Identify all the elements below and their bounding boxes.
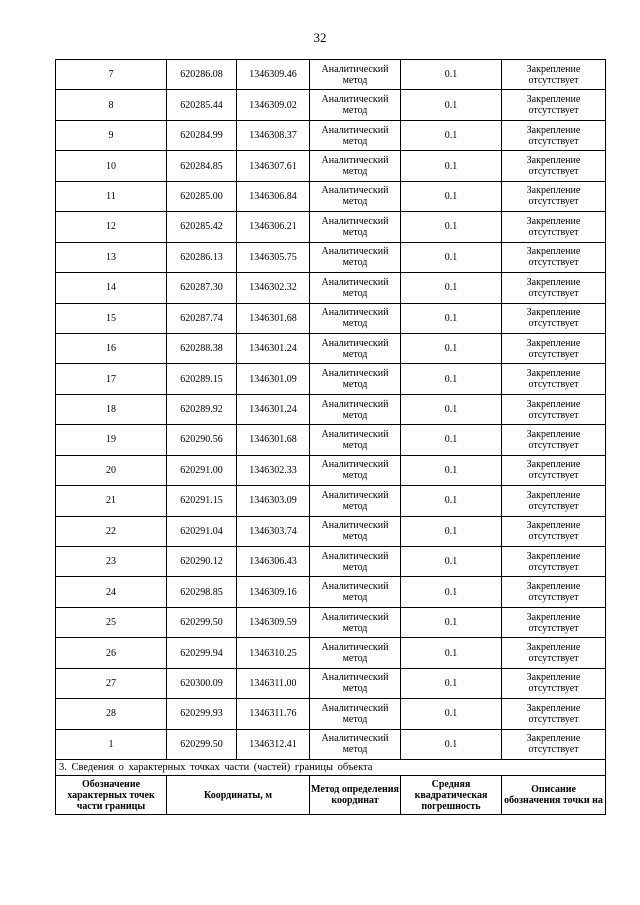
- description-cell: Закрепление отсутствует: [502, 516, 606, 546]
- x-coordinate-cell: 620291.04: [167, 516, 237, 546]
- method-cell: Аналитический метод: [310, 638, 401, 668]
- x-coordinate-cell: 620300.09: [167, 668, 237, 698]
- error-cell: 0.1: [401, 638, 502, 668]
- method-cell: Аналитический метод: [310, 729, 401, 759]
- error-cell: 0.1: [401, 394, 502, 424]
- header-description: Описание обозначения точки на: [502, 776, 606, 815]
- x-coordinate-cell: 620290.12: [167, 547, 237, 577]
- x-coordinate-cell: 620289.92: [167, 394, 237, 424]
- method-cell: Аналитический метод: [310, 394, 401, 424]
- point-cell: 27: [56, 668, 167, 698]
- error-cell: 0.1: [401, 60, 502, 90]
- method-cell: Аналитический метод: [310, 303, 401, 333]
- table-row: [56, 607, 606, 637]
- point-cell: 8: [56, 90, 167, 120]
- y-coordinate-cell: 1346301.09: [237, 364, 310, 394]
- point-cell: 17: [56, 364, 167, 394]
- error-cell: 0.1: [401, 90, 502, 120]
- point-cell: 19: [56, 425, 167, 455]
- description-cell: Закрепление отсутствует: [502, 394, 606, 424]
- y-coordinate-cell: 1346309.16: [237, 577, 310, 607]
- point-cell: 16: [56, 333, 167, 363]
- error-cell: 0.1: [401, 699, 502, 729]
- table-row: [56, 151, 606, 181]
- point-cell: 11: [56, 181, 167, 211]
- y-coordinate-cell: 1346309.02: [237, 90, 310, 120]
- x-coordinate-cell: 620288.38: [167, 333, 237, 363]
- table-row: [56, 303, 606, 333]
- error-cell: 0.1: [401, 516, 502, 546]
- point-cell: 9: [56, 120, 167, 150]
- method-cell: Аналитический метод: [310, 242, 401, 272]
- y-coordinate-cell: 1346312.41: [237, 729, 310, 759]
- x-coordinate-cell: 620299.93: [167, 699, 237, 729]
- description-cell: Закрепление отсутствует: [502, 212, 606, 242]
- description-cell: Закрепление отсутствует: [502, 364, 606, 394]
- table-row: [56, 729, 606, 759]
- x-coordinate-cell: 620299.94: [167, 638, 237, 668]
- y-coordinate-cell: 1346311.76: [237, 699, 310, 729]
- table-row: [56, 333, 606, 363]
- x-coordinate-cell: 620299.50: [167, 607, 237, 637]
- point-cell: 21: [56, 486, 167, 516]
- error-cell: 0.1: [401, 212, 502, 242]
- header-coordinates: Координаты, м: [167, 776, 310, 815]
- error-cell: 0.1: [401, 607, 502, 637]
- method-cell: Аналитический метод: [310, 181, 401, 211]
- point-cell: 7: [56, 60, 167, 90]
- x-coordinate-cell: 620290.56: [167, 425, 237, 455]
- y-coordinate-cell: 1346305.75: [237, 242, 310, 272]
- method-cell: Аналитический метод: [310, 455, 401, 485]
- point-cell: 14: [56, 273, 167, 303]
- table-row: [56, 181, 606, 211]
- y-coordinate-cell: 1346306.84: [237, 181, 310, 211]
- x-coordinate-cell: 620287.74: [167, 303, 237, 333]
- error-cell: 0.1: [401, 455, 502, 485]
- description-cell: Закрепление отсутствует: [502, 486, 606, 516]
- y-coordinate-cell: 1346308.37: [237, 120, 310, 150]
- description-cell: Закрепление отсутствует: [502, 455, 606, 485]
- error-cell: 0.1: [401, 547, 502, 577]
- y-coordinate-cell: 1346303.74: [237, 516, 310, 546]
- error-cell: 0.1: [401, 303, 502, 333]
- method-cell: Аналитический метод: [310, 212, 401, 242]
- header-error: Средняя квадратическая погрешность: [401, 776, 502, 815]
- y-coordinate-cell: 1346303.09: [237, 486, 310, 516]
- description-cell: Закрепление отсутствует: [502, 577, 606, 607]
- header-designation: Обозначение характерных точек части границы: [56, 776, 167, 815]
- y-coordinate-cell: 1346309.59: [237, 607, 310, 637]
- header-method: Метод определения координат: [310, 776, 401, 815]
- point-cell: 24: [56, 577, 167, 607]
- y-coordinate-cell: 1346310.25: [237, 638, 310, 668]
- table-header-row: [56, 776, 606, 815]
- point-cell: 15: [56, 303, 167, 333]
- method-cell: Аналитический метод: [310, 333, 401, 363]
- x-coordinate-cell: 620287.30: [167, 273, 237, 303]
- y-coordinate-cell: 1346301.24: [237, 394, 310, 424]
- section-title-row: [56, 760, 606, 776]
- table-row: [56, 60, 606, 90]
- error-cell: 0.1: [401, 577, 502, 607]
- y-coordinate-cell: 1346302.32: [237, 273, 310, 303]
- description-cell: Закрепление отсутствует: [502, 425, 606, 455]
- x-coordinate-cell: 620286.08: [167, 60, 237, 90]
- table-row: [56, 638, 606, 668]
- error-cell: 0.1: [401, 486, 502, 516]
- y-coordinate-cell: 1346307.61: [237, 151, 310, 181]
- method-cell: Аналитический метод: [310, 516, 401, 546]
- description-cell: Закрепление отсутствует: [502, 90, 606, 120]
- x-coordinate-cell: 620285.00: [167, 181, 237, 211]
- method-cell: Аналитический метод: [310, 547, 401, 577]
- table-row: [56, 455, 606, 485]
- point-cell: 25: [56, 607, 167, 637]
- method-cell: Аналитический метод: [310, 151, 401, 181]
- method-cell: Аналитический метод: [310, 364, 401, 394]
- x-coordinate-cell: 620298.85: [167, 577, 237, 607]
- error-cell: 0.1: [401, 364, 502, 394]
- point-cell: 18: [56, 394, 167, 424]
- method-cell: Аналитический метод: [310, 486, 401, 516]
- x-coordinate-cell: 620291.00: [167, 455, 237, 485]
- x-coordinate-cell: 620285.44: [167, 90, 237, 120]
- error-cell: 0.1: [401, 333, 502, 363]
- error-cell: 0.1: [401, 242, 502, 272]
- table-row: [56, 668, 606, 698]
- description-cell: Закрепление отсутствует: [502, 547, 606, 577]
- description-cell: Закрепление отсутствует: [502, 60, 606, 90]
- point-cell: 1: [56, 729, 167, 759]
- method-cell: Аналитический метод: [310, 607, 401, 637]
- method-cell: Аналитический метод: [310, 120, 401, 150]
- table-row: [56, 516, 606, 546]
- y-coordinate-cell: 1346309.46: [237, 60, 310, 90]
- table-row: [56, 242, 606, 272]
- description-cell: Закрепление отсутствует: [502, 607, 606, 637]
- y-coordinate-cell: 1346311.00: [237, 668, 310, 698]
- description-cell: Закрепление отсутствует: [502, 273, 606, 303]
- description-cell: Закрепление отсутствует: [502, 242, 606, 272]
- error-cell: 0.1: [401, 181, 502, 211]
- y-coordinate-cell: 1346301.24: [237, 333, 310, 363]
- error-cell: 0.1: [401, 120, 502, 150]
- x-coordinate-cell: 620299.50: [167, 729, 237, 759]
- description-cell: Закрепление отсутствует: [502, 333, 606, 363]
- description-cell: Закрепление отсутствует: [502, 303, 606, 333]
- point-cell: 13: [56, 242, 167, 272]
- page-number: 32: [313, 30, 327, 45]
- description-cell: Закрепление отсутствует: [502, 120, 606, 150]
- table-row: [56, 364, 606, 394]
- coordinates-table-body: [56, 60, 606, 815]
- section-3-title: 3. Сведения о характерных точках части (частей) границы объекта: [56, 760, 606, 776]
- coordinates-table: [55, 59, 606, 815]
- description-cell: Закрепление отсутствует: [502, 151, 606, 181]
- table-row: [56, 699, 606, 729]
- table-row: [56, 212, 606, 242]
- table-row: [56, 486, 606, 516]
- description-cell: Закрепление отсутствует: [502, 729, 606, 759]
- y-coordinate-cell: 1346306.43: [237, 547, 310, 577]
- method-cell: Аналитический метод: [310, 577, 401, 607]
- error-cell: 0.1: [401, 425, 502, 455]
- table-row: [56, 394, 606, 424]
- description-cell: Закрепление отсутствует: [502, 699, 606, 729]
- point-cell: 20: [56, 455, 167, 485]
- error-cell: 0.1: [401, 151, 502, 181]
- y-coordinate-cell: 1346302.33: [237, 455, 310, 485]
- method-cell: Аналитический метод: [310, 699, 401, 729]
- point-cell: 28: [56, 699, 167, 729]
- y-coordinate-cell: 1346301.68: [237, 303, 310, 333]
- method-cell: Аналитический метод: [310, 425, 401, 455]
- error-cell: 0.1: [401, 273, 502, 303]
- point-cell: 26: [56, 638, 167, 668]
- method-cell: Аналитический метод: [310, 90, 401, 120]
- method-cell: Аналитический метод: [310, 60, 401, 90]
- point-cell: 23: [56, 547, 167, 577]
- x-coordinate-cell: 620291.15: [167, 486, 237, 516]
- x-coordinate-cell: 620284.85: [167, 151, 237, 181]
- point-cell: 22: [56, 516, 167, 546]
- point-cell: 10: [56, 151, 167, 181]
- table-row: [56, 577, 606, 607]
- error-cell: 0.1: [401, 668, 502, 698]
- table-row: [56, 425, 606, 455]
- x-coordinate-cell: 620286.13: [167, 242, 237, 272]
- table-row: [56, 547, 606, 577]
- y-coordinate-cell: 1346306.21: [237, 212, 310, 242]
- x-coordinate-cell: 620285.42: [167, 212, 237, 242]
- description-cell: Закрепление отсутствует: [502, 668, 606, 698]
- description-cell: Закрепление отсутствует: [502, 638, 606, 668]
- method-cell: Аналитический метод: [310, 668, 401, 698]
- table-row: [56, 273, 606, 303]
- point-cell: 12: [56, 212, 167, 242]
- table-row: [56, 120, 606, 150]
- x-coordinate-cell: 620289.15: [167, 364, 237, 394]
- y-coordinate-cell: 1346301.68: [237, 425, 310, 455]
- method-cell: Аналитический метод: [310, 273, 401, 303]
- error-cell: 0.1: [401, 729, 502, 759]
- x-coordinate-cell: 620284.99: [167, 120, 237, 150]
- table-row: [56, 90, 606, 120]
- description-cell: Закрепление отсутствует: [502, 181, 606, 211]
